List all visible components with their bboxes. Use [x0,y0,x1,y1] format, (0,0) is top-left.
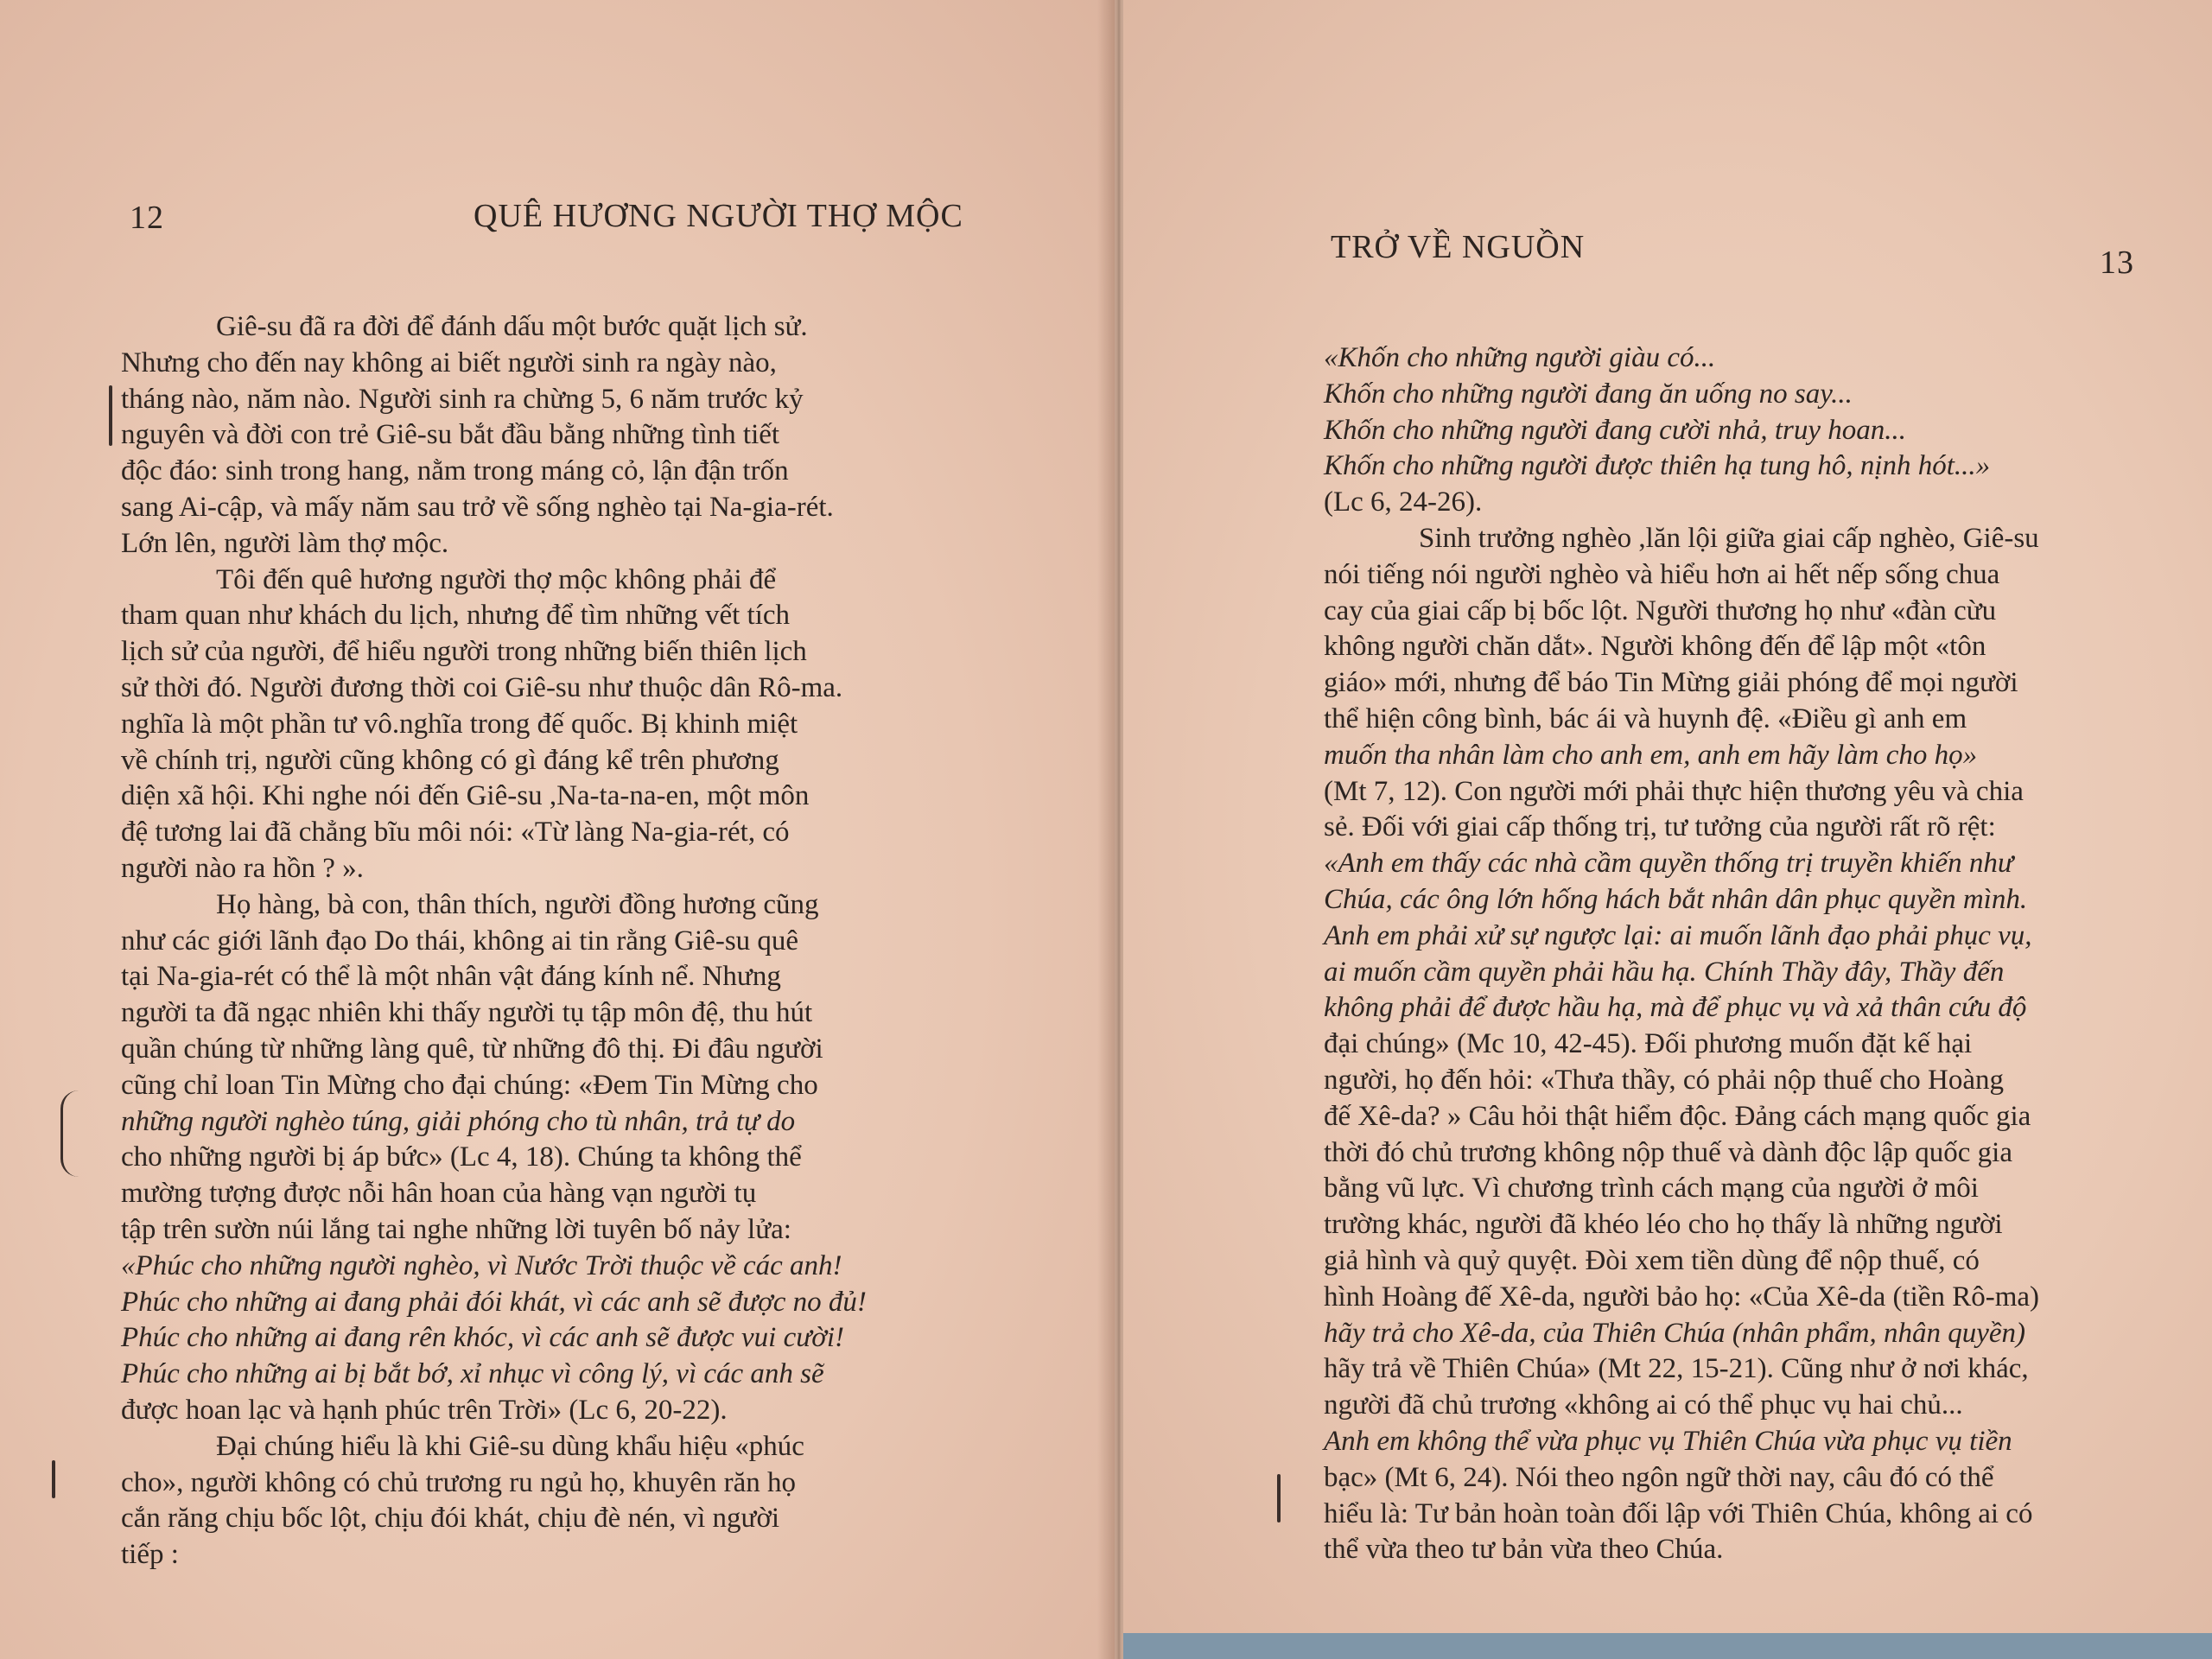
text-line: nói tiếng nói người nghèo và hiểu hơn ai hết nếp sống chua [1324,558,2000,590]
text-line: lịch sử của người, để hiểu người trong những biến thiên lịch [121,636,807,668]
text-line: không phải để được hầu hạ, mà để phục vụ và xả thân cứu độ [1324,992,2027,1024]
table-surface [1123,1633,2212,1659]
text-line: thể hiện công bình, bác ái và huynh đệ. «Điều gì anh em [1324,702,1967,734]
text-line: người đã chủ trương «không ai có thể phục vụ hai chủ... [1324,1389,1963,1421]
text-line: Anh em không thể vừa phục vụ Thiên Chúa vừa phục vụ tiền [1324,1425,2012,1457]
text-line: trường khác, người đã khéo léo cho họ thấy là những người [1324,1209,2003,1241]
margin-mark [1277,1474,1281,1522]
margin-mark [109,385,112,446]
text-line: Phúc cho những ai đang rên khóc, vì các anh sẽ được vui cười! [121,1322,844,1354]
text-line: Phúc cho những ai đang phải đói khát, vì các anh sẽ được no đủ! [121,1286,867,1318]
running-head-left: QUÊ HƯƠNG NGƯỜI THỢ MỘC [474,198,963,234]
text-line: Khốn cho những người được thiên hạ tung hô, nịnh hót...» [1324,450,1991,482]
text-line: cay của giai cấp bị bốc lột. Người thương họ như «đàn cừu [1324,594,1997,626]
text-line: hãy trả cho Xê-da, của Thiên Chúa (nhân phẩm, nhân quyền) [1324,1317,2026,1349]
left-body-text [121,309,925,1573]
margin-mark [52,1460,55,1498]
text-line: mường tượng được nỗi hân hoan của hàng vạn người tụ [121,1178,757,1210]
text-line: những người nghèo túng, giải phóng cho tù nhân, trả tự do [121,1105,796,1137]
text-line: Khốn cho những người đang ăn uống no say... [1324,378,1853,410]
text-line: tại Na-gia-rét có thể là một nhân vật đáng kính nể. Nhưng [121,961,781,993]
text-line: Lớn lên, người làm thợ mộc. [121,527,449,559]
text-line: Nhưng cho đến nay không ai biết người sinh ra ngày nào, [121,346,777,378]
text-line: người, họ đến hỏi: «Thưa thầy, có phải nộp thuế cho Hoàng [1324,1064,2005,1096]
text-line: về chính trị, người cũng không có gì đáng kể trên phương [121,744,779,776]
text-line: cắn răng chịu bốc lột, chịu đói khát, chịu đè nén, vì người [121,1503,780,1535]
text-line: Anh em phải xử sự ngược lại: ai muốn lãnh đạo phải phục vụ, [1324,919,2032,951]
text-line: người nào ra hồn ? ». [121,852,364,884]
text-line: đại chúng» (Mc 10, 42-45). Đối phương muốn đặt kế hại [1324,1028,1973,1060]
text-line: bạc» (Mt 6, 24). Nói theo ngôn ngữ thời nay, câu đó có thể [1324,1461,1994,1493]
text-line: cũng chỉ loan Tin Mừng cho đại chúng: «Đem Tin Mừng cho [121,1069,818,1101]
text-line: đế Xê-da? » Câu hỏi thật hiểm độc. Đảng cách mạng quốc gia [1324,1100,2031,1132]
text-line: ai muốn cầm quyền phải hầu hạ. Chính Thầy đây, Thầy đến [1324,956,2005,988]
text-line: như các giới lãnh đạo Do thái, không ai tin rằng Giê-su quê [121,925,799,957]
text-line: nghĩa là một phần tư vô.nghĩa trong đế quốc. Bị khinh miệt [121,708,798,740]
text-line: tập trên sườn núi lắng tai nghe những lời tuyên bố nảy lửa: [121,1213,791,1245]
text-line: thời đó chủ trương không nộp thuế và dành độc lập quốc gia [1324,1136,2012,1168]
text-line: được hoan lạc và hạnh phúc trên Trời» (Lc 6, 20-22). [121,1394,728,1426]
text-line: Khốn cho những người đang cười nhả, truy hoan... [1324,414,1907,446]
margin-bracket [60,1090,79,1177]
running-head-right: TRỞ VỀ NGUỒN [1331,229,1586,265]
text-line: (Mt 7, 12). Con người mới phải thực hiện thương yêu và chia [1324,775,2024,807]
text-line: «Anh em thấy các nhà cầm quyền thống trị truyền khiến như [1324,848,2013,880]
text-line: hãy trả về Thiên Chúa» (Mt 22, 15-21). Cũng như ở nơi khác, [1324,1353,2029,1385]
text-line: cho những người bị áp bức» (Lc 4, 18). Chúng ta không thể [121,1141,802,1173]
text-line: giả hình và quỷ quyệt. Đòi xem tiền dùng để nộp thuế, có [1324,1244,1980,1276]
text-line: sẻ. Đối với giai cấp thống trị, tư tưởng của người rất rõ rệt: [1324,811,1996,843]
right-body-text [1324,340,2145,1568]
text-line: đệ tương lai đã chẳng bĩu môi nói: «Từ làng Na-gia-rét, có [121,817,790,849]
text-line: hình Hoàng đế Xê-da, người bảo họ: «Của Xê-da (tiền Rô-ma) [1324,1281,2040,1313]
text-line: Họ hàng, bà con, thân thích, người đồng hương cũng [216,888,819,920]
text-line: tiếp : [121,1539,179,1571]
text-line: độc đáo: sinh trong hang, nằm trong máng cỏ, lận đận trốn [121,455,789,487]
text-line: Giê-su đã ra đời để đánh dấu một bước quặt lịch sử. [216,311,808,342]
text-line: diện xã hội. Khi nghe nói đến Giê-su ,Na-ta-na-en, một môn [121,780,810,812]
page-number-left: 12 [130,200,164,236]
text-line: Tôi đến quê hương người thợ mộc không phải để [216,563,777,595]
text-line: bằng vũ lực. Vì chương trình cách mạng của người ở môi [1324,1173,1979,1205]
text-line: hiểu là: Tư bản hoàn toàn đối lập với Thiên Chúa, không ai có [1324,1497,2033,1529]
text-line: quần chúng từ những làng quê, từ những đô thị. Đi đâu người [121,1033,823,1065]
text-line: thể vừa theo tư bản vừa theo Chúa. [1324,1534,1724,1566]
text-line: muốn tha nhân làm cho anh em, anh em hãy làm cho họ» [1324,739,1978,771]
text-line: sử thời đó. Người đương thời coi Giê-su như thuộc dân Rô-ma. [121,671,843,703]
text-line: người ta đã ngạc nhiên khi thấy người tụ tập môn đệ, thu hút [121,997,813,1029]
text-line: không người chăn dắt». Người không đến để lập một «tôn [1324,631,1986,663]
page-number-right: 13 [2100,245,2134,281]
text-line: «Phúc cho những người nghèo, vì Nước Trời thuộc về các anh! [121,1249,842,1281]
right-page [1123,0,2212,1659]
text-line: cho», người không có chủ trương ru ngủ họ, khuyên răn họ [121,1466,796,1498]
text-line: sang Ai-cập, và mấy năm sau trở về sống nghèo tại Na-gia-rét. [121,491,834,523]
text-line: Sinh trưởng nghèo ,lăn lội giữa giai cấp nghèo, Giê-su [1419,522,2039,554]
text-line: tháng nào, năm nào. Người sinh ra chừng 5, 6 năm trước kỷ [121,383,804,415]
text-line: Đại chúng hiểu là khi Giê-su dùng khẩu hiệu «phúc [216,1430,804,1462]
text-line: (Lc 6, 24-26). [1324,486,1483,518]
text-line: nguyên và đời con trẻ Giê-su bắt đầu bằng những tình tiết [121,419,780,451]
text-line: Chúa, các ông lớn hống hách bắt nhân dân phục quyền mình. [1324,883,2028,915]
text-line: «Khốn cho những người giàu có... [1324,342,1716,373]
text-line: Phúc cho những ai bị bắt bớ, xỉ nhục vì công lý, vì các anh sẽ [121,1358,824,1390]
text-line: tham quan như khách du lịch, nhưng để tìm những vết tích [121,600,791,632]
text-line: giáo» mới, nhưng để báo Tin Mừng giải phóng để mọi người [1324,667,2018,699]
